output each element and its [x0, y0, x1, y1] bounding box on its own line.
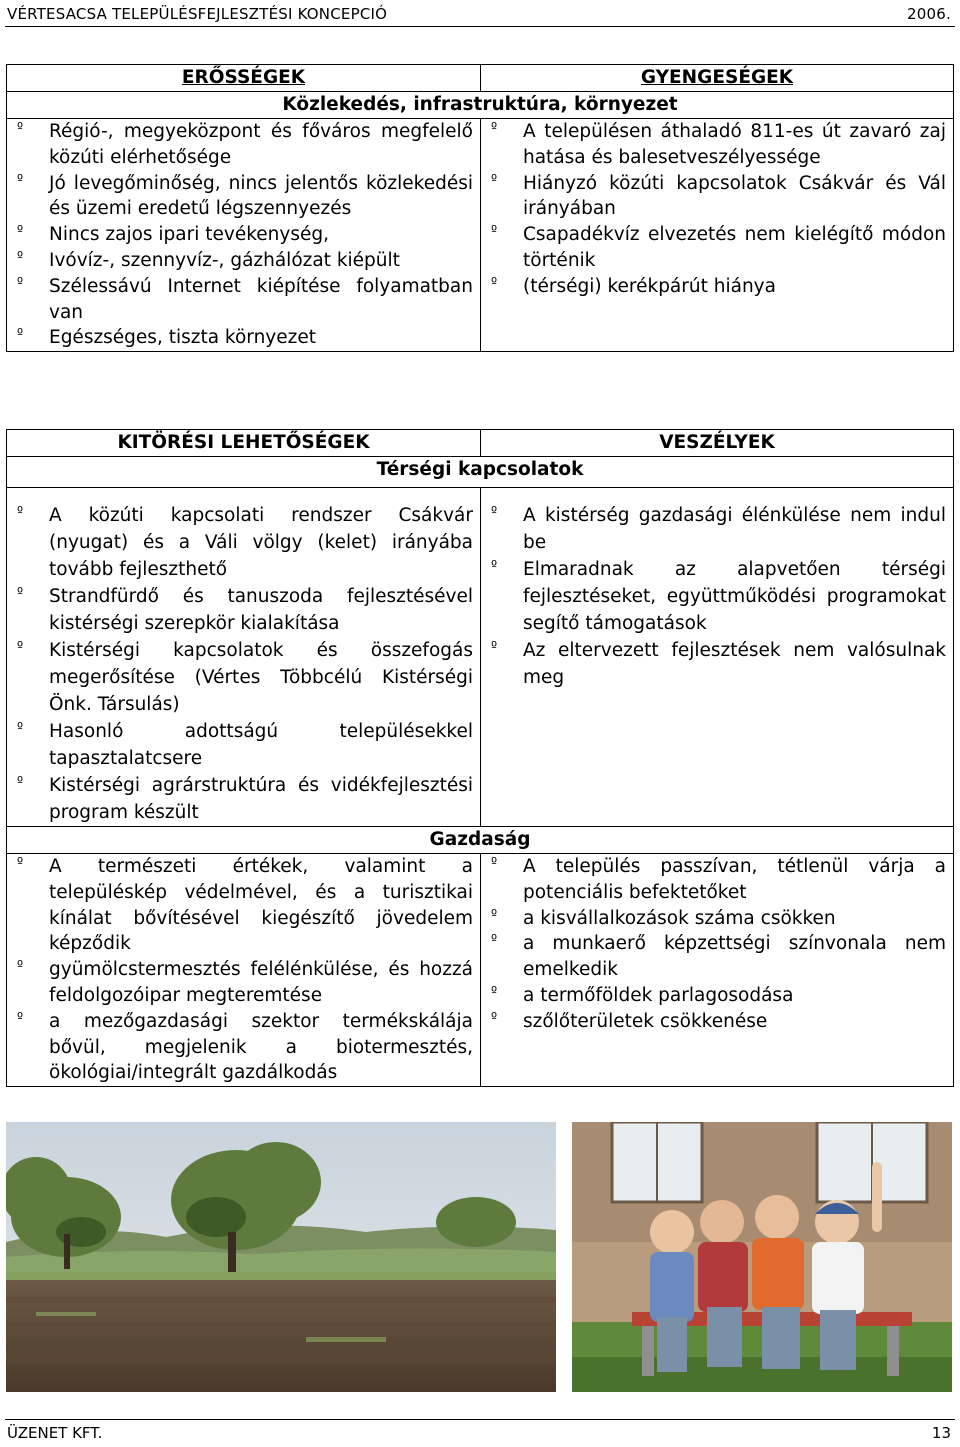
opportunities-regional-cell	[7, 488, 481, 827]
page-number: 13	[931, 1424, 951, 1442]
list-item-text: szőlőterületek csökkenése	[523, 1010, 768, 1032]
company-name: ÜZENET KFT.	[7, 1424, 103, 1442]
swot-table-opportunities-threats	[6, 429, 954, 1087]
swot-table-strengths-weaknesses	[6, 64, 954, 352]
list-item-text: Nincs zajos ipari tevékenység,	[49, 224, 329, 246]
bullet-icon: º	[17, 640, 24, 655]
list-item	[481, 983, 946, 1009]
list-item-text: a kisvállalkozások száma csökken	[523, 907, 836, 929]
list-item-text: Egészséges, tiszta környezet	[49, 327, 316, 349]
bullet-icon: º	[491, 856, 498, 871]
list-item	[481, 119, 946, 171]
bullet-icon: º	[17, 1010, 24, 1026]
bullet-icon: º	[491, 275, 498, 291]
list-item-text: a termőföldek parlagosodása	[523, 984, 794, 1006]
list-item	[7, 583, 473, 637]
list-item-text: Elmaradnak az alapvetően térségi fejlesztéseket, együttműködési programokat segítő támogatások	[523, 559, 946, 634]
list-item-text: A természeti értékek, valamint a településkép védelmével, és a turisztikai kínálat bővítésével kiegészítő jövedelem képződik	[49, 856, 473, 955]
list-item	[481, 931, 946, 983]
list-item-text: Strandfürdő és tanuszoda fejlesztésével kistérségi szerepkör kialakítása	[49, 586, 473, 634]
bullet-icon: º	[17, 275, 24, 291]
list-item	[7, 248, 473, 274]
section-header-regional: Térségi kapcsolatok	[7, 457, 954, 488]
strengths-cell	[7, 119, 481, 352]
list-item-text: (térségi) kerékpárút hiánya	[523, 275, 776, 297]
opportunities-regional-list	[7, 502, 480, 826]
list-item	[7, 325, 473, 351]
threats-regional-list	[481, 502, 953, 691]
list-item	[7, 854, 473, 957]
list-item	[481, 906, 946, 932]
bullet-icon: º	[491, 640, 498, 655]
bullet-icon: º	[491, 172, 498, 188]
threats-regional-cell	[481, 488, 954, 827]
list-item-text: Hiányzó közúti kapcsolatok Csákvár és Vál irányában	[523, 172, 946, 220]
list-item-text: Ivóvíz-, szennyvíz-, gázhálózat kiépült	[49, 249, 400, 271]
bullet-icon: º	[17, 775, 24, 790]
bullet-icon: º	[17, 172, 24, 188]
opportunities-header: KITÖRÉSI LEHETŐSÉGEK	[7, 430, 481, 457]
landscape-illustration	[6, 1122, 556, 1392]
list-item	[7, 957, 473, 1009]
list-item	[7, 718, 473, 772]
bullet-icon: º	[17, 249, 24, 265]
bullet-icon: º	[17, 224, 24, 240]
list-item-text: A közúti kapcsolati rendszer Csákvár (nyugat) és a Váli völgy (kelet) irányába tovább fejleszthető	[49, 505, 473, 580]
list-item-text: Kistérségi kapcsolatok és összefogás megerősítése (Vértes Többcélú Kistérségi Önk. Társulás)	[49, 640, 473, 715]
weaknesses-list	[481, 119, 953, 300]
list-item-text: Régió-, megyeközpont és főváros megfelelő közúti elérhetősége	[49, 121, 473, 168]
threats-economy-cell	[481, 854, 954, 1087]
list-item-text: A településen áthaladó 811-es út zavaró zaj hatása és balesetveszélyessége	[523, 121, 946, 168]
bullet-icon: º	[17, 721, 24, 736]
list-item-text: a mezőgazdasági szektor termékskálája bővül, megjelenik a biotermesztés, ökológiai/integrált gazdálkodás	[49, 1010, 473, 1084]
bullet-icon: º	[491, 1010, 498, 1026]
bullet-icon: º	[491, 559, 498, 574]
bullet-icon: º	[17, 959, 24, 975]
list-item-text: Az eltervezett fejlesztések nem valósulnak meg	[523, 640, 946, 688]
list-item-text: Csapadékvíz elvezetés nem kielégítő módon történik	[523, 224, 946, 271]
list-item	[481, 854, 946, 906]
bullet-icon: º	[17, 505, 24, 520]
section-header-infrastructure: Közlekedés, infrastruktúra, környezet	[7, 92, 954, 119]
bullet-icon: º	[17, 586, 24, 601]
list-item-text: Szélessávú Internet kiépítése folyamatban van	[49, 275, 473, 323]
bullet-icon: º	[491, 505, 498, 520]
bullet-icon: º	[17, 327, 24, 343]
children-illustration	[572, 1122, 952, 1392]
list-item	[7, 1009, 473, 1086]
bullet-icon: º	[491, 224, 498, 240]
list-item-text: gyümölcstermesztés felélénkülése, és hozzá feldolgozóipar megteremtése	[49, 959, 473, 1006]
list-item-text: A település passzívan, tétlenül várja a potenciális befektetőket	[523, 856, 946, 903]
list-item	[7, 502, 473, 583]
page-footer	[5, 1419, 955, 1446]
section-header-economy: Gazdaság	[7, 827, 954, 854]
list-item	[7, 222, 473, 248]
list-item	[481, 222, 946, 274]
list-item-text: a munkaerő képzettségi színvonala nem emelkedik	[523, 933, 946, 981]
weaknesses-cell	[481, 119, 954, 352]
list-item	[7, 274, 473, 326]
bullet-icon: º	[17, 856, 24, 871]
list-item	[7, 119, 473, 171]
document-title: VÉRTESACSA TELEPÜLÉSFEJLESZTÉSI KONCEPCIÓ	[7, 5, 388, 23]
list-item-text: Kistérségi agrárstruktúra és vidékfejlesztési program készült	[49, 775, 473, 823]
list-item-text: Jó levegőminőség, nincs jelentős közlekedési és üzemi eredetű légszennyezés	[49, 172, 473, 220]
list-item	[481, 171, 946, 223]
weaknesses-header: GYENGESÉGEK	[481, 65, 954, 92]
bullet-icon: º	[491, 933, 498, 949]
threats-economy-list	[481, 854, 953, 1035]
bullet-icon: º	[491, 984, 498, 1000]
list-item	[481, 274, 946, 300]
strengths-header: ERŐSSÉGEK	[7, 65, 481, 92]
landscape-photo	[6, 1122, 556, 1392]
list-item	[481, 1009, 946, 1035]
list-item	[481, 637, 946, 691]
bullet-icon: º	[491, 907, 498, 923]
list-item	[7, 772, 473, 826]
opportunities-economy-cell	[7, 854, 481, 1087]
list-item	[7, 637, 473, 718]
opportunities-economy-list	[7, 854, 480, 1086]
list-item	[481, 502, 946, 556]
document-year: 2006.	[907, 5, 951, 23]
list-item-text: A kistérség gazdasági élénkülése nem indul be	[523, 505, 946, 553]
threats-header: VESZÉLYEK	[481, 430, 954, 457]
list-item-text: Hasonló adottságú településekkel tapasztalatcsere	[49, 721, 473, 769]
strengths-list	[7, 119, 480, 351]
children-photo	[572, 1122, 952, 1392]
bullet-icon: º	[491, 121, 498, 136]
page-header	[5, 0, 955, 27]
bullet-icon: º	[17, 121, 24, 136]
list-item	[7, 171, 473, 223]
list-item	[481, 556, 946, 637]
